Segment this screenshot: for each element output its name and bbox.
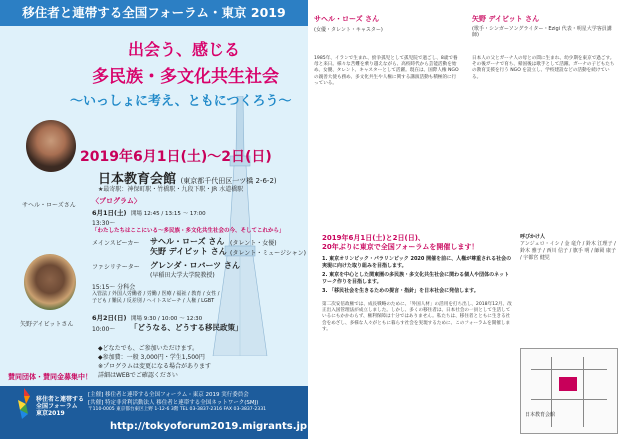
facilitator-name: グレンダ・ロバーツ さん <box>150 261 240 270</box>
forum-url[interactable]: http://tokyoforum2019.migrants.jp <box>110 421 308 432</box>
speaker-photo-sahel <box>26 120 76 172</box>
main-speaker-2: 矢野 デイビット さん <box>150 247 227 256</box>
session2-time <box>92 282 135 291</box>
session1-title: 「わたしたちはここにいる〜多民族・多文化共生社会の今、そしてこれから」 <box>92 228 285 234</box>
speaker-2-name: 矢野 デイビット さん <box>472 15 540 23</box>
goal-1: 1. 東京オリンピック・パラリンピック 2020 開催を前に、人権が尊重される社会の実現に向けた取り組みを目指します。 <box>322 256 512 269</box>
main-body: 第二次安倍政権では、成長戦略のために、「外国人材」の活用を打ち出し、2018年12月、改正出入国管理法が成立しました。しかし、多くの移住者は、日本社会の一員として生活しているにもかかわらず、権利保障は十分ではありません。私たちは、移住者とともに生きる社会をめざし、多様な人々がともに暮らす社会を実現するために、このフォーラムを開催します。 <box>322 302 512 332</box>
co-organizer: [共催] 特定非営利活動法人 移住者と連帯する全国ネットワーク(SMJ) <box>88 400 259 406</box>
headline <box>322 234 478 252</box>
speaker-2-bio: 日本人の父とガーナ人の母との間に生まれ、幼少期を東京で過ごす。その後ガーナで育ち、帰国後は歌手として活躍。ガーナの子どもたちの教育支援を行う NGO を設立し、学校建設などの活動を続けている。 <box>472 56 615 80</box>
logo-text: 移住者と連帯する 全国フォーラム 東京2019 <box>36 396 85 417</box>
session2-label: 分科会 <box>117 284 136 291</box>
speaker-caption-yano: 矢野デイビットさん <box>20 321 74 328</box>
support-call: 賛同団体・賛同金募集中！ <box>8 373 92 381</box>
day1-label: 6月1日(土) <box>92 209 127 217</box>
note-line-3: ※プログラムは変更になる場合があります <box>98 363 211 370</box>
session3-title: 「どうなる、どうする移民政策」 <box>130 323 243 332</box>
flyer-back <box>310 0 620 439</box>
speaker-1-bio: 1985年、イランで生まれ、紛争孤児として孤児院で過ごし、8歳で養母と来日。様々な苦難を乗り越えながら、高校時代から芸能活動を始め、女優、タレント、キャスターとして活躍。現在は、国際人権 NGO の親善大使も務め、多文化共生や人権に関する講演活動も積極的に行っている。 <box>314 56 459 86</box>
title-line-1: 出会う、感じる <box>128 40 241 59</box>
note-line-2: ◆参加費：一般 3,000円・学生1,500円 <box>98 354 205 361</box>
session1-time: 13:30〜 <box>92 220 116 227</box>
day1-date <box>92 208 206 217</box>
speaker-1-role: (女優・タレント・キャスター) <box>314 27 383 33</box>
main-speaker-1-role: (タレント・女優) <box>230 240 277 247</box>
day2-date <box>92 313 202 322</box>
facilitator-label: ファシリテーター <box>92 264 140 271</box>
speaker-1-name: サヘル・ローズ さん <box>314 15 380 23</box>
headline-line-1: 2019年6月1日(土)と2日(日)、 <box>322 234 425 242</box>
main-speaker-label: メインスピーカー <box>92 240 140 247</box>
speaker-2-role: (歌手・シンガーソングライター・Ezigi 代表・明星大学客員講師) <box>472 26 612 38</box>
sponsors-names: アンジェロ・イシ / 金 竜介 / 鈴木 江理子 / 鈴木 雅子 / 西川 信子 / 旗手 明 / 師岡 康子 / 宇都宮 健児 <box>520 241 616 261</box>
program-heading: 〈プログラム〉 <box>92 197 141 205</box>
venue-name: 日本教育会館 <box>98 172 177 187</box>
event-date: 2019年6月1日(土)〜2日(日) <box>80 149 272 165</box>
day2-label: 6月2日(日) <box>92 314 127 322</box>
speaker-caption-sahel: サヘル・ローズさん <box>22 202 76 209</box>
day2-time: 開場 9:30 / 10:00 〜 12:30 <box>131 316 203 322</box>
forum-logo <box>12 386 36 420</box>
goal-3: 3. 「移民社会を生きるための提言・指針」を日本社会に発信します。 <box>322 288 479 294</box>
note-line-1: ◆どなたでも、ご参加いただけます。 <box>98 345 199 352</box>
session2-topics: 入管法 / 外国人労働者 / 労働 / 医療 / 福祉 / 教育 / 女性 / 子ども / 難民 / 反差別 / ヘイトスピーチ / 人権 / LGBT <box>92 291 220 304</box>
note-line-4: 詳細はWEBでご確認ください <box>98 372 178 379</box>
session3-time: 10:00〜 <box>92 326 116 333</box>
main-speaker-2-role: (タレント・ミュージシャン) <box>230 250 307 257</box>
title-line-2: 多民族・多文化共生社会 <box>92 67 279 87</box>
speaker-photo-yano <box>24 254 76 310</box>
sponsors-heading: 呼びかけ人 <box>520 234 546 240</box>
event-banner: 移住者と連帯する全国フォーラム・東京 2019 <box>0 0 308 26</box>
headline-line-2: 20年ぶりに東京で全国フォーラムを開催します！ <box>322 243 479 251</box>
main-speaker-1: サヘル・ローズ さん <box>150 237 225 246</box>
venue-address: (東京都千代田区一ツ橋 2-6-2) <box>180 177 277 185</box>
contact-info: 〒110-0005 東京都台東区上野 1-12-6 3階 TEL 03-3837-2316 FAX 03-3837-2331 <box>88 407 267 412</box>
venue-map <box>520 348 618 434</box>
map-label: 日本教育会館 <box>525 412 556 418</box>
organizer: [主催] 移住者と連帯する全国フォーラム・東京 2019 実行委員会 <box>88 392 249 398</box>
flyer-front <box>0 0 308 439</box>
facilitator-role: (早稲田大学大学院教授) <box>150 272 215 279</box>
venue-access: ★最寄駅：神保町駅・竹橋駅・九段下駅・JR 水道橋駅 <box>98 186 244 193</box>
session2-time-value: 15:15〜 <box>92 284 116 291</box>
goal-2: 2. 東京を中心とした関東圏の多民族・多文化共生社会に関わる個人や団体のネットワーク作りを目指します。 <box>322 272 510 285</box>
sponsors-column <box>520 234 616 262</box>
day1-time: 開場 12:45 / 13:15 〜 17:00 <box>131 211 206 217</box>
title-line-3: 〜いっしょに考え、ともにつくろう〜 <box>70 94 292 109</box>
